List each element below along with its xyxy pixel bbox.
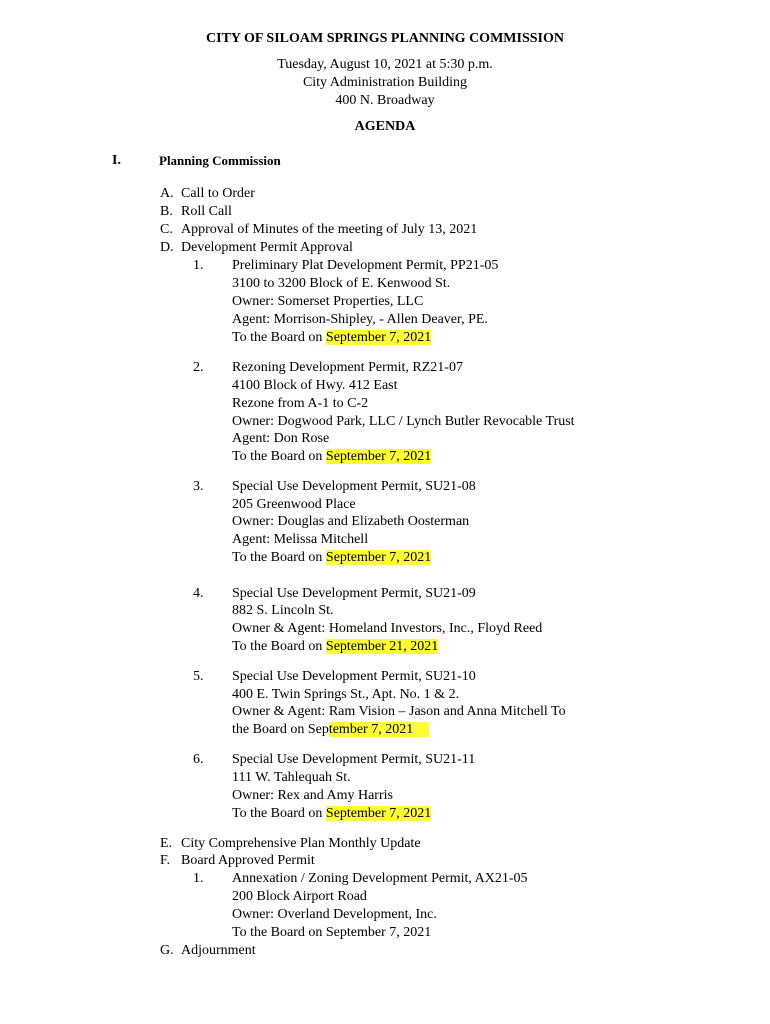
permit-title: Annexation / Zoning Development Permit, AX21-05 bbox=[232, 871, 528, 886]
agenda-item-d bbox=[160, 239, 353, 257]
permit-owner: Owner & Agent: Homeland Investors, Inc., Floyd Reed bbox=[232, 621, 543, 636]
document-title: CITY OF SILOAM SPRINGS PLANNING COMMISSION bbox=[206, 31, 564, 46]
agenda-item-b bbox=[160, 203, 232, 221]
section-number: I. bbox=[112, 153, 121, 168]
item-text: Development Permit Approval bbox=[181, 240, 353, 255]
permit-board-date bbox=[232, 721, 429, 739]
permit-agent: Agent: Morrison-Shipley, - Allen Deaver, PE. bbox=[232, 312, 488, 327]
permit-title: Special Use Development Permit, SU21-11 bbox=[232, 752, 476, 767]
permit-number: 6. bbox=[193, 752, 204, 767]
permit-title: Preliminary Plat Development Permit, PP21-05 bbox=[232, 258, 499, 273]
board-prefix: To the Board on bbox=[232, 639, 326, 654]
permit-owner: Owner: Dogwood Park, LLC / Lynch Butler Revocable Trust bbox=[232, 414, 575, 429]
highlighted-date: September 21, 2021 bbox=[325, 639, 439, 654]
permit-owner: Owner: Douglas and Elizabeth Oosterman bbox=[232, 514, 470, 529]
permit-rezone: Rezone from A-1 to C-2 bbox=[232, 396, 369, 411]
agenda-heading: AGENDA bbox=[354, 119, 416, 134]
agenda-item-g bbox=[160, 942, 256, 960]
permit-owner: Owner: Rex and Amy Harris bbox=[232, 788, 393, 803]
item-text: Call to Order bbox=[181, 186, 255, 201]
board-prefix: To the Board on bbox=[232, 550, 326, 565]
meeting-date: Tuesday, August 10, 2021 at 5:30 p.m. bbox=[277, 57, 493, 72]
highlighted-date: September 7, 2021 bbox=[325, 550, 432, 565]
agenda-item-e bbox=[160, 835, 421, 853]
permit-board-date bbox=[232, 549, 431, 567]
permit-agent: Agent: Don Rose bbox=[232, 431, 330, 446]
permit-owner: Owner: Somerset Properties, LLC bbox=[232, 294, 424, 309]
permit-location: 4100 Block of Hwy. 412 East bbox=[232, 378, 398, 393]
meeting-address: 400 N. Broadway bbox=[335, 93, 435, 108]
permit-board-date: To the Board on September 7, 2021 bbox=[232, 925, 432, 940]
permit-number: 1. bbox=[193, 258, 204, 273]
permit-title: Rezoning Development Permit, RZ21-07 bbox=[232, 360, 463, 375]
item-text: Roll Call bbox=[181, 204, 232, 219]
permit-board-date bbox=[232, 329, 431, 347]
board-prefix: To the Board on bbox=[232, 806, 326, 821]
board-prefix: the Board on Sep bbox=[232, 722, 329, 737]
agenda-item-c bbox=[160, 221, 477, 239]
agenda-item-a bbox=[160, 185, 255, 203]
agenda-item-f bbox=[160, 852, 315, 870]
highlighted-date: September 7, 2021 bbox=[325, 806, 432, 821]
highlighted-date: September 7, 2021 bbox=[325, 330, 432, 345]
permit-board-date bbox=[232, 638, 438, 656]
permit-location: 3100 to 3200 Block of E. Kenwood St. bbox=[232, 276, 451, 291]
permit-number: 1. bbox=[193, 871, 204, 886]
permit-board-date bbox=[232, 805, 431, 823]
permit-title: Special Use Development Permit, SU21-09 bbox=[232, 586, 476, 601]
meeting-building: City Administration Building bbox=[302, 75, 468, 90]
permit-title: Special Use Development Permit, SU21-10 bbox=[232, 669, 476, 684]
board-prefix: To the Board on bbox=[232, 449, 326, 464]
permit-location: 882 S. Lincoln St. bbox=[232, 603, 334, 618]
item-letter: G. bbox=[160, 943, 174, 958]
permit-title: Special Use Development Permit, SU21-08 bbox=[232, 479, 476, 494]
highlighted-date: tember 7, 2021 bbox=[329, 722, 429, 737]
permit-number: 4. bbox=[193, 586, 204, 601]
item-text: City Comprehensive Plan Monthly Update bbox=[181, 836, 421, 851]
permit-number: 2. bbox=[193, 360, 204, 375]
board-prefix: To the Board on bbox=[232, 330, 326, 345]
item-letter: D. bbox=[160, 240, 174, 255]
permit-location: 205 Greenwood Place bbox=[232, 497, 356, 512]
permit-board-date bbox=[232, 448, 431, 466]
item-text: Adjournment bbox=[181, 943, 256, 958]
item-letter: A. bbox=[160, 186, 174, 201]
permit-agent: Agent: Melissa Mitchell bbox=[232, 532, 369, 547]
permit-location: 200 Block Airport Road bbox=[232, 889, 367, 904]
permit-number: 3. bbox=[193, 479, 204, 494]
permit-owner: Owner: Overland Development, Inc. bbox=[232, 907, 437, 922]
item-text: Approval of Minutes of the meeting of July 13, 2021 bbox=[181, 222, 478, 237]
permit-owner: Owner & Agent: Ram Vision – Jason and Anna Mitchell To bbox=[232, 704, 566, 719]
permit-location: 111 W. Tahlequah St. bbox=[232, 770, 351, 785]
section-title: Planning Commission bbox=[159, 153, 281, 168]
item-letter: E. bbox=[160, 836, 173, 851]
highlighted-date: September 7, 2021 bbox=[325, 449, 432, 464]
permit-number: 5. bbox=[193, 669, 204, 684]
item-text: Board Approved Permit bbox=[181, 853, 315, 868]
item-letter: C. bbox=[160, 222, 173, 237]
item-letter: B. bbox=[160, 204, 173, 219]
permit-location: 400 E. Twin Springs St., Apt. No. 1 & 2. bbox=[232, 687, 460, 702]
item-letter: F. bbox=[160, 853, 171, 868]
